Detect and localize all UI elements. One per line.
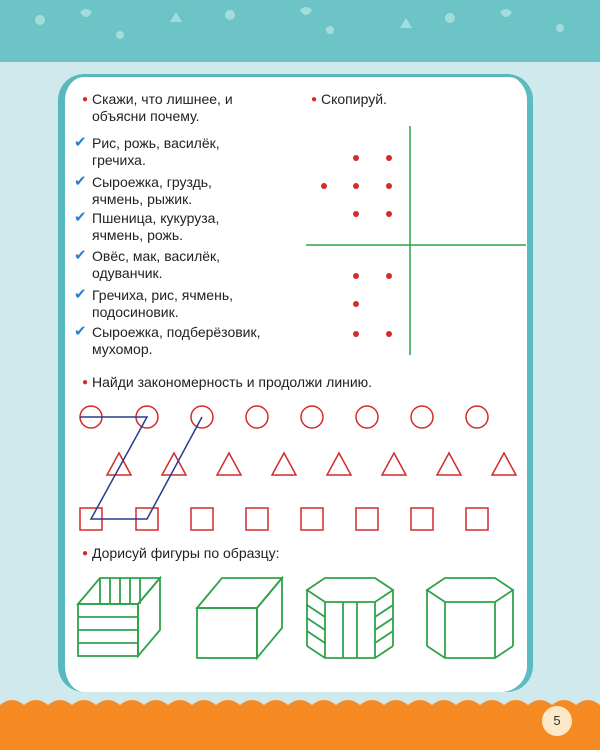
square-shape	[191, 508, 213, 530]
triangle-shape	[382, 453, 406, 475]
bullet-dot-icon: ●	[82, 94, 89, 105]
dot	[386, 155, 392, 161]
triangle-shape	[437, 453, 461, 475]
dot	[353, 331, 359, 337]
circle-shape	[301, 406, 323, 428]
circle-shape	[246, 406, 268, 428]
task1-instruction-text: Скажи, что лишнее, и объясни почему.	[92, 91, 233, 124]
checkmark-icon: ✔	[74, 134, 87, 151]
list-item-text: Сыроежка, подберёзовик, мухомор.	[92, 324, 261, 357]
dot	[353, 301, 359, 307]
figures-row	[78, 578, 513, 658]
checkmark-icon: ✔	[74, 247, 87, 264]
checkmark-icon: ✔	[74, 323, 87, 340]
triangle-shape	[162, 453, 186, 475]
page-number: 5	[542, 706, 572, 736]
copy-grid	[306, 126, 526, 355]
dot	[386, 183, 392, 189]
list-item-text: Овёс, мак, василёк, одуванчик.	[92, 248, 221, 281]
figure-striped-prism	[307, 578, 393, 658]
square-shape	[466, 508, 488, 530]
bullet-dot-icon: ●	[82, 377, 89, 388]
circle-shape	[466, 406, 488, 428]
list-item-text: Пшеница, кукуруза, ячмень, рожь.	[92, 210, 220, 243]
task2-instruction-text: Скопируй.	[321, 91, 387, 107]
dot	[386, 273, 392, 279]
square-shape	[411, 508, 433, 530]
triangle-shape	[217, 453, 241, 475]
circle-shape	[356, 406, 378, 428]
dot	[386, 331, 392, 337]
dot	[353, 155, 359, 161]
task3-instruction-text: Найди закономерность и продолжи линию.	[92, 374, 373, 390]
list-item-text: Гречиха, рис, ячмень, подосиновик.	[92, 287, 234, 320]
figure-striped-cube	[78, 578, 160, 656]
square-shape	[301, 508, 323, 530]
bullet-dot-icon: ●	[82, 548, 89, 559]
square-shape	[246, 508, 268, 530]
figure-plain-prism	[427, 578, 513, 658]
figure-plain-cube	[197, 578, 282, 658]
checkmark-icon: ✔	[74, 173, 87, 190]
dot	[353, 273, 359, 279]
checkmark-icon: ✔	[74, 209, 87, 226]
dot	[386, 211, 392, 217]
circle-shape	[411, 406, 433, 428]
checkmark-icon: ✔	[74, 286, 87, 303]
dot	[321, 183, 327, 189]
dot	[353, 183, 359, 189]
bullet-dot-icon: ●	[311, 94, 318, 105]
copy-dots	[321, 155, 392, 337]
pattern-line	[80, 417, 202, 519]
triangle-shape	[107, 453, 131, 475]
list-item-text: Рис, рожь, василёк, гречиха.	[92, 135, 220, 168]
triangle-shape	[327, 453, 351, 475]
task4-instruction-text: Дорисуй фигуры по образцу:	[92, 545, 280, 561]
dot	[353, 211, 359, 217]
pattern-triangles	[107, 453, 516, 475]
list-item-text: Сыроежка, груздь, ячмень, рыжик.	[92, 174, 212, 207]
triangle-shape	[272, 453, 296, 475]
triangle-shape	[492, 453, 516, 475]
square-shape	[356, 508, 378, 530]
